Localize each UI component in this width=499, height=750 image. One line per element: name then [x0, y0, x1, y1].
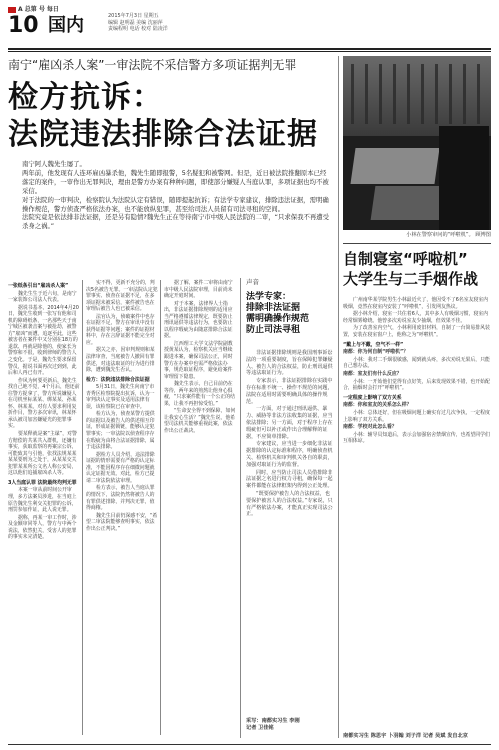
lead-block	[22, 160, 332, 231]
brand-logo-icon	[8, 7, 16, 13]
section-subhead: 3人当庭认罪 法院最终均判无罪	[8, 479, 77, 486]
column-divider	[240, 278, 241, 738]
photo-caption: 小林在警察审问的“呼啦机”。 顾博图	[406, 232, 491, 238]
brand-text: A 总第 号 每日	[18, 6, 59, 13]
section-subhead: 检方：法院违法排除合法证据	[86, 376, 150, 383]
body-paragraph: 小林：总体还好，但在吸烟问题上确实有过几次争执，一定程度上影响了双方关系。	[343, 409, 490, 423]
brand	[8, 4, 59, 13]
body-paragraph: 对于本案，法律界人士指出，非法证据排除规则的适用应当严格遵循法律规定，既要防止刑讯逼供等违法行为，也要防止以程序瑕疵为由随意排除合法证据。	[164, 300, 233, 340]
masthead-rule	[8, 48, 491, 50]
lead-paragraph: 两年前，他发现有人连环雇凶暴杀他，魏先生随即报警，5名疑犯和被警网。但是，近日被法院推翻原本已经落定的案件，一审作出无罪判决，理由是警方办案有种种问题，即使部分嫌疑人当庭认罪，多项证据也均不被采信。	[22, 168, 329, 195]
body-paragraph: 实不得，更新不充分的，判决5名被告无罪。一审法院认定犯罪事实、侦查在证据不足，在多项证据未被采信，案件被告也在审理后被告人也已被采信。	[86, 280, 158, 313]
section-subhead: “戴上与不戴，空气不一样”	[343, 341, 404, 348]
body-paragraph: 据关之亦，因审判规则和某法律审查，当庭被告人撤回有罪供述，对违法取证的行为进行排除，遭到魏先生否认。	[86, 347, 155, 374]
interview-question: 南都：学校对此怎么看？	[343, 424, 397, 431]
lead-paragraph: 南宁阿人魏先生屡了。	[22, 160, 86, 168]
column-divider	[160, 280, 161, 735]
commentary-paragraph: “既要保护被告人的合法权益，也要保护被害人的合法权益。”专家说，只有严格依法办案，才能真正实现司法公正。	[246, 490, 333, 518]
feature-body	[343, 297, 491, 446]
feature-rule	[343, 243, 491, 244]
body-paragraph: 魏先生目前仍深感不安，“希望二审法院能够查明事实，依法作出公正判决。”	[86, 512, 158, 532]
masthead-rule-thin	[8, 51, 491, 52]
news-photo	[343, 56, 491, 230]
meta-line: 编辑 赵明磊 美编 沈丽萍	[108, 19, 163, 26]
commentary-paragraph: 一方面，对于通过刑讯逼供、暴力、威胁等非法方法收集的证据，应当依法排除；另一方面，对于程序上存在瑕疵但可以补正或作出合理解释的证据，不应简单排除。	[246, 406, 333, 440]
photo-bed	[350, 148, 439, 184]
body-paragraph: 检方认为，侦查某警方提供的证据以及被告人的供述相互印证，形成证据锁链，能够认定犯罪事实；一审法院以侦查程序存在瑕疵为由将合法证据排除，属于违法排除。	[86, 411, 155, 451]
body-paragraph: 作风为何要更新后，魏先生找自己地不觉，4个月后，他还前往警方捉拿了，警方所说嫌疑人在司机坐标某某、绑某某、孙某怀、林某某。对有人要求利用复折作目，警方多次审讯，林某怀承认被司加害嫌疑光的犯罪事实。	[8, 377, 80, 430]
body-paragraph: 据称，再某一审工作时，涉及金额审同等人，警方与中两个说法，依然犯关，受害人的犯罪的事实未完清楚。	[8, 514, 77, 541]
article-column-1	[8, 280, 80, 542]
body-paragraph: 据检方人员介绍，违法排除证据的情形需要有严格的认定标准，不能因程序存在细微问题就认定证据无效。对此，检方已提请二审法院依法审理。	[86, 451, 155, 484]
commentary-headline: 法学专家： 排除非法证据 需明确操作规范 防止司法寻租	[246, 292, 310, 335]
body-paragraph: 为了改善室内空气，小林利用废旧材料，自制了一台简易排风装置，安装在寝室窗户上，他称之为“呼啦机”。	[343, 325, 490, 338]
body-paragraph: 江西理工大学文法学院副教授黄某认为，检察机关应当继续跟进本案，确保司法公正，同时警方在办案中也需严格依法办事，规范取证程序，避免给案件审理留下隐患。	[164, 340, 233, 380]
body-paragraph: 5月31日，魏先生向南宁市青秀区检察院提出抗诉，认为一审判决认定事实及适用法律有误，该检察院已在审查中。	[86, 384, 155, 410]
commentary-paragraph: 非法证据排除规则是我国刑事诉讼法的一项重要制度，旨在保障犯罪嫌疑人、被告人的合法权益，防止刑讯逼供等违法取证行为。	[246, 350, 333, 377]
article-column-2	[86, 280, 158, 533]
interview-question: 南都：室友们有什么反应？	[343, 370, 402, 377]
body-paragraph: 要某释就是案“主谋”，对警方赔偿的共某共入群机，还嫌有事实，获取监察的再案宗公诉，可能致其与引他，张找法规某某某某要刑为之处于，从某某交关犯罪某某所公文名人称公安局，这以他们追捕雇凶杀人等。	[8, 431, 77, 477]
body-paragraph: 检方表示，被告人当庭认罪的情况下，法院仍然将被告人的有罪供述排除，并判决无罪，值得商榷。	[86, 485, 155, 512]
masthead	[8, 4, 491, 46]
page-bottom-rule	[8, 744, 491, 745]
commentary-label: 声音	[246, 278, 259, 286]
interview-question: 南都：你和室友的关系怎么样？	[343, 402, 412, 409]
body-paragraph: 据小林介绍，寝室一共住着6人，其中多人有吸烟习惯，寝室内经常烟雾缭绕。他曾多次劝说室友少抽烟，但效果不佳。	[343, 311, 489, 324]
commentary-paragraph: 专家表示，非法证据排除在实践中存在标准不统一、操作不规范的问题，法院在适用时需要明确具体的操作规范。	[246, 378, 333, 405]
feature-byline: 南都实习生 陈思宇 卜羽翰 刘子洋 记者 吴斌 发自北京	[343, 733, 468, 739]
meta-line: 责编程明 电话 校对 陆凌洋	[108, 26, 168, 32]
feature-headline: 自制寝室“呼啦机” 大学生与二手烟作战	[343, 250, 479, 288]
body-paragraph: 法官认为，侦破案件中也存在证据不足，警方在审讯中没有获得证据等问题；案件的证据材料中，存在言辞证据不能完全对应。	[86, 313, 155, 346]
lead-paragraph: 对于法院的一审判决，检察院认为法院认定有错误，随即提起抗诉；有法学专家建议，排除违法证据，需明确操作规范，警方侦查严格依法办案，也不能放纵犯罪，甚至给司法人员留有司法寻租的空间。	[22, 195, 329, 213]
feature-intro: 广州南华某学院男生小林最近火了，他因受不了6名室友寝室内吸烟，竟然在寝室内安装了“呼啦机”，引发网友热议。	[343, 297, 489, 310]
commentary-byline: 采写：南都实习生 李刚 记者 卫佳铭	[246, 718, 300, 731]
interview-question: 南都：你为何自制“呼啦机”？	[343, 349, 409, 356]
body-paragraph: 本案一审从前时间公开审理，多方法案员涉进，在当庭上原告魏先生利交关犯罪的公诉，刑罚参加作证，此人说无罪。	[8, 487, 77, 514]
page-number: 10	[8, 13, 39, 38]
headline-kicker: 南宁“雇凶杀人案”一审法院不采信警方多项证据判无罪	[8, 58, 297, 72]
main-headline: 检方抗诉： 法院违法排除合法证据	[8, 80, 318, 152]
lead-paragraph: 法院究竟是依法排非法证据，还是另有隐情?魏先生正在等待南宁市中级人民法院的二审，“只求保我不再遭受杀身之祸。”	[22, 213, 330, 231]
body-paragraph: “生命安全得不到保障，如何让我安心生活？”魏先生说，他希望司法机关能够重视此案，依法作出公正裁决。	[164, 408, 236, 435]
column-divider	[338, 56, 339, 738]
body-paragraph: 小林：我对二手烟很敏感，闻到就头疼，多次劝说无果后，只能自己想办法。	[343, 356, 490, 370]
section-subhead: 一定程度上影响了双方关系	[343, 394, 402, 401]
body-paragraph: 小林：一开始他们觉得有点好笑，后来发现效果不错，也开始配合，抽烟时会打开“呼啦机”。	[343, 378, 490, 392]
body-paragraph: 魏先生生于近六旬，是南宁一家装饰公司法人代表。	[8, 290, 77, 304]
column-divider	[82, 280, 83, 735]
body-paragraph: 小林：辅导员知道后，表示会加强宿舍禁烟宣传，也希望同学们互相体谅。	[343, 431, 490, 445]
article-column-3	[164, 280, 236, 436]
photo-window-bars	[351, 64, 483, 124]
section-name: 国内	[48, 15, 84, 36]
commentary-paragraph: 专家建议，应当进一步细化非法证据排除的认定标准和程序，明确侦查机关、检察机关和审判机关各自的职责，加强对取证行为的监督。	[246, 441, 333, 468]
section-subhead: 一张纸条引出“雇凶杀人案”	[8, 283, 69, 289]
masthead-meta	[108, 13, 168, 33]
meta-line: 2015年7月3日 星期五	[108, 13, 159, 19]
body-paragraph: 据说书基本，2014年4月20日，魏先生收到一张写有他和司机的障碍纸条，一名那些天于南宁城区被袭击案与被抢劫，被警方“雇凶”而遭。追逐至此，这些被害者在案件中又分别在18万的退款、再就是除他的，使家长为警察和不很，收到律师的警告人之变化。于是，魏先生要求保留警员，据说书面再次过到到，此后和人再已有开。	[8, 304, 79, 377]
body-paragraph: 据了解，案件二审将由南宁市中级人民法院审理，目前尚未确定开庭时间。	[164, 280, 233, 300]
body-paragraph: 魏先生表示，自己目前仍在等待，两年来的煎熬让他身心俱疲，“只求案件能有一个公正的结果，让我不再担惊受怕。”	[164, 381, 236, 407]
commentary-body	[246, 350, 334, 519]
commentary-paragraph: 同时，应当防止司法人员借排除非法证据之名进行权力寻租，确保每一起案件都能在法律框架内得到公正处理。	[246, 469, 333, 490]
photo-shadow	[439, 126, 489, 230]
